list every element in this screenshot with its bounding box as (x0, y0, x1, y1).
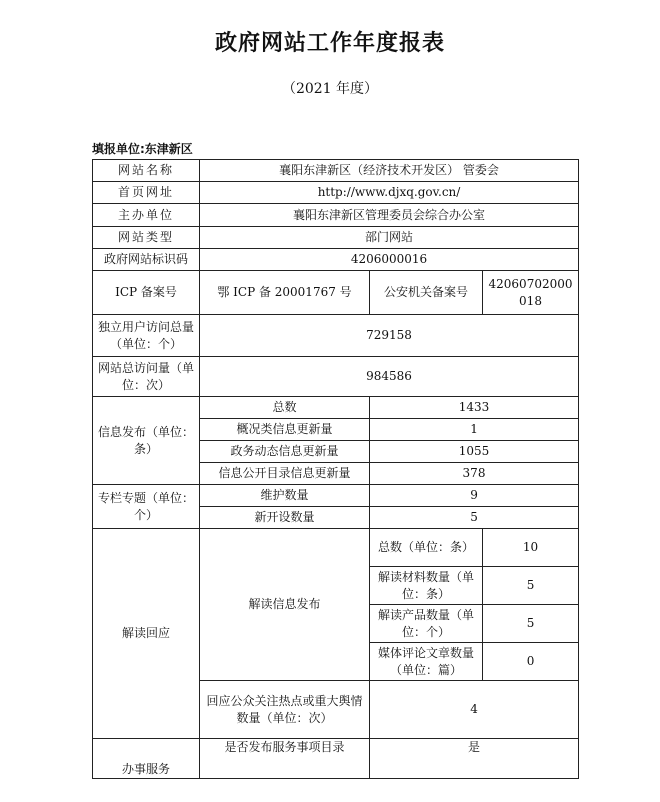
hot-response-value: 4 (370, 681, 579, 739)
interpret-product-label: 解读产品数量（单位：个） (370, 605, 483, 643)
table-row (93, 485, 579, 507)
table-row (93, 227, 579, 249)
site-name-value: 襄阳东津新区（经济技术开发区） 管委会 (200, 160, 579, 182)
table-row (93, 271, 579, 315)
table-row (93, 397, 579, 419)
filing-unit: 填报单位:东津新区 (92, 142, 193, 156)
site-code-label: 政府网站标识码 (93, 249, 200, 271)
special-new-value: 5 (370, 507, 579, 529)
table-row (93, 160, 579, 182)
interpret-product-value: 5 (483, 605, 579, 643)
homepage-label: 首页网址 (93, 182, 200, 204)
service-catalog-value: 是 (370, 739, 579, 779)
interpret-release-label: 解读信息发布 (200, 529, 370, 681)
info-total-label: 总数 (200, 397, 370, 419)
service-catalog-label: 是否发布服务事项目录 (200, 739, 370, 779)
table-row (93, 182, 579, 204)
interpret-media-value: 0 (483, 643, 579, 681)
table-row (93, 739, 579, 779)
report-table (92, 159, 579, 779)
site-type-label: 网站类型 (93, 227, 200, 249)
interpret-response-label: 解读回应 (93, 529, 200, 739)
interpret-total-value: 10 (483, 529, 579, 567)
special-maintained-label: 维护数量 (200, 485, 370, 507)
hot-response-label: 回应公众关注热点或重大舆情数量（单位：次） (200, 681, 370, 739)
icp-label: ICP 备案号 (93, 271, 200, 315)
table-row (93, 204, 579, 227)
info-news-value: 1055 (370, 441, 579, 463)
info-overview-value: 1 (370, 419, 579, 441)
homepage-value: http://www.djxq.gov.cn/ (200, 182, 579, 204)
service-label: 办事服务 (93, 739, 200, 779)
report-year: （2021 年度） (281, 81, 379, 97)
info-total-value: 1433 (370, 397, 579, 419)
interpret-material-label: 解读材料数量（单位：条） (370, 567, 483, 605)
unique-visitors-value: 729158 (200, 315, 579, 357)
table-row (93, 529, 579, 567)
special-maintained-value: 9 (370, 485, 579, 507)
page-views-label: 网站总访问量（单位：次） (93, 357, 200, 397)
police-record-label: 公安机关备案号 (370, 271, 483, 315)
interpret-media-label: 媒体评论文章数量（单位：篇） (370, 643, 483, 681)
info-release-label: 信息发布（单位：条） (93, 397, 200, 485)
info-overview-label: 概况类信息更新量 (200, 419, 370, 441)
site-name-label: 网站名称 (93, 160, 200, 182)
info-news-label: 政务动态信息更新量 (200, 441, 370, 463)
page-views-value: 984586 (200, 357, 579, 397)
info-disclosure-label: 信息公开目录信息更新量 (200, 463, 370, 485)
police-record-value: 42060702000018 (483, 271, 579, 315)
icp-value: 鄂 ICP 备 20001767 号 (200, 271, 370, 315)
sponsor-value: 襄阳东津新区管理委员会综合办公室 (200, 204, 579, 227)
unique-visitors-label: 独立用户访问总量（单位：个） (93, 315, 200, 357)
report-title: 政府网站工作年度报表 (214, 31, 445, 56)
table-row (93, 315, 579, 357)
info-disclosure-value: 378 (370, 463, 579, 485)
interpret-material-value: 5 (483, 567, 579, 605)
interpret-total-label: 总数（单位：条） (370, 529, 483, 567)
table-row (93, 357, 579, 397)
special-new-label: 新开设数量 (200, 507, 370, 529)
special-topics-label: 专栏专题（单位：个） (93, 485, 200, 529)
table-row (93, 249, 579, 271)
sponsor-label: 主办单位 (93, 204, 200, 227)
site-type-value: 部门网站 (200, 227, 579, 249)
site-code-value: 4206000016 (200, 249, 579, 271)
